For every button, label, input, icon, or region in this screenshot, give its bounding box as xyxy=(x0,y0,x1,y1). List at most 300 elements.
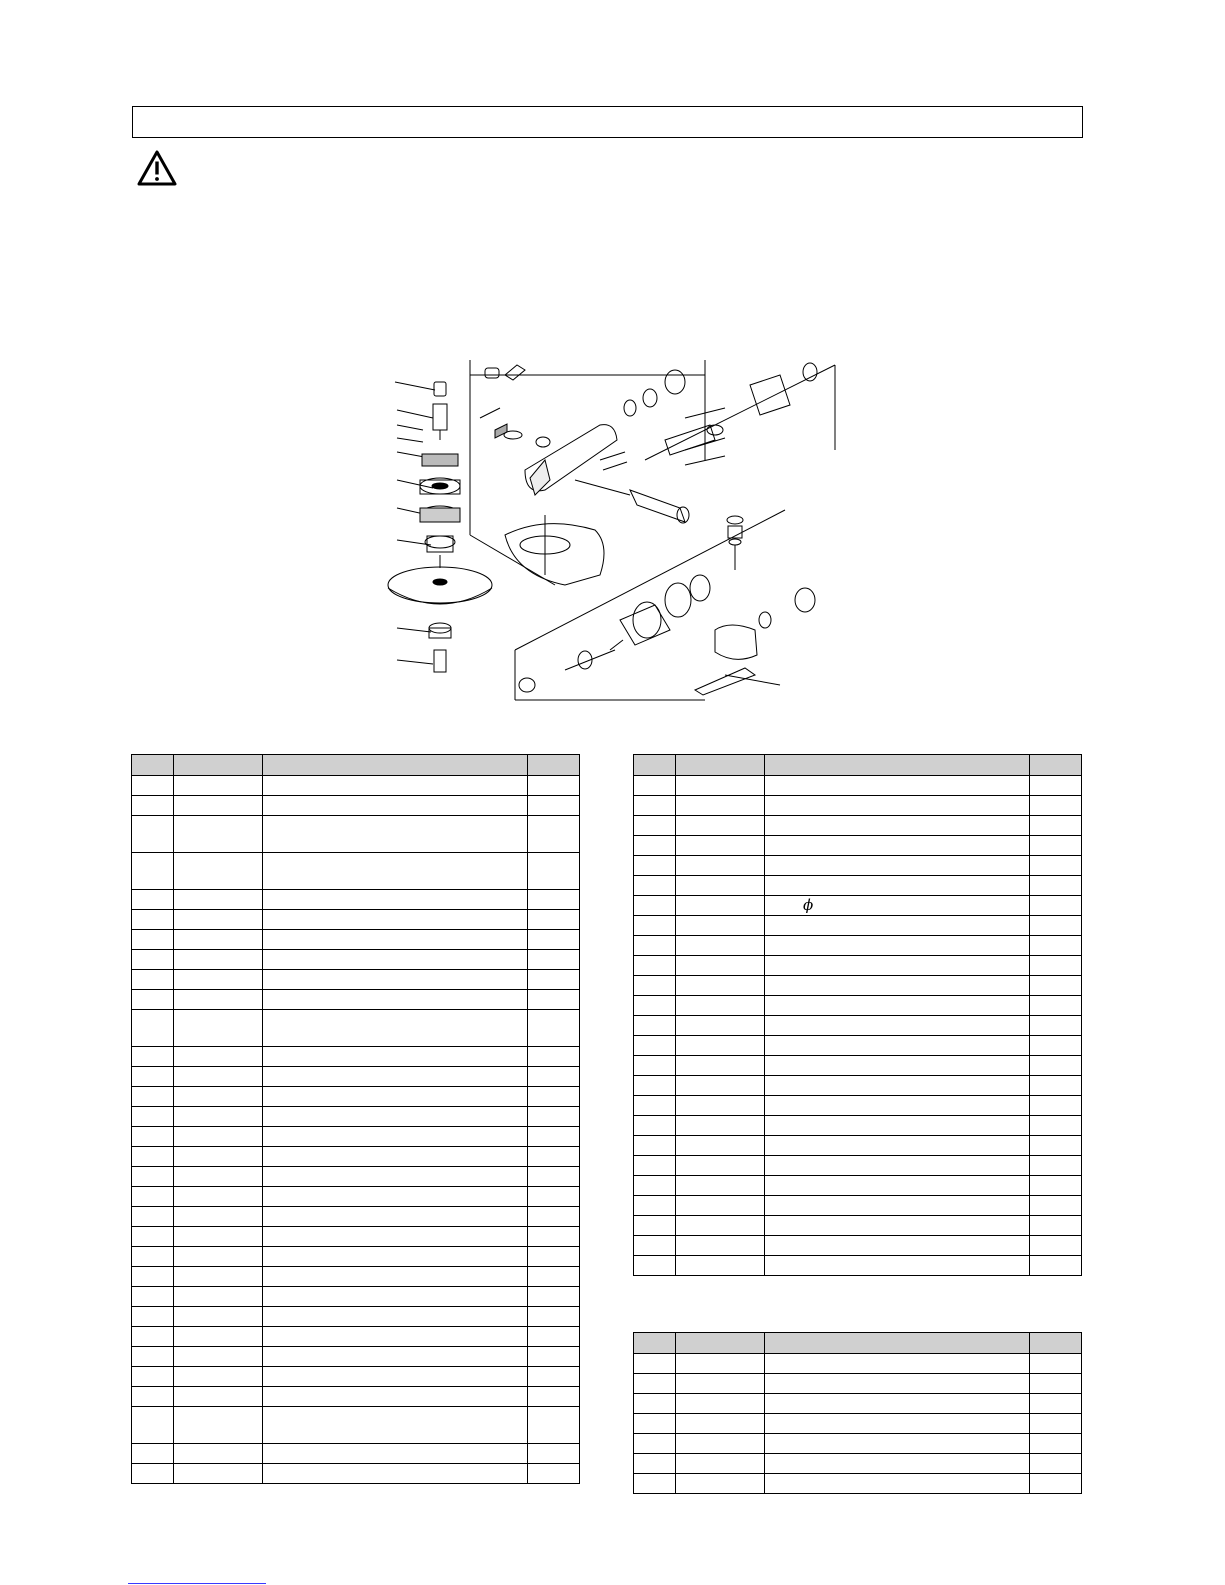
table-row xyxy=(132,1147,580,1167)
table-cell xyxy=(528,1367,580,1387)
table-cell xyxy=(174,1287,263,1307)
table-row xyxy=(132,776,580,796)
table-cell xyxy=(263,1187,528,1207)
table-row xyxy=(634,1016,1082,1036)
table-cell xyxy=(528,990,580,1010)
table-cell xyxy=(676,1016,765,1036)
table-cell xyxy=(528,1464,580,1484)
table-cell xyxy=(263,853,528,890)
table-row xyxy=(132,1167,580,1187)
table-cell xyxy=(676,836,765,856)
table-cell xyxy=(765,776,1030,796)
table-cell xyxy=(174,1187,263,1207)
table-cell xyxy=(132,1407,174,1444)
header-cell xyxy=(676,755,765,776)
table-cell xyxy=(263,1387,528,1407)
table-cell xyxy=(263,990,528,1010)
table-row xyxy=(634,1236,1082,1256)
table-cell xyxy=(528,1347,580,1367)
table-cell xyxy=(263,1444,528,1464)
table-cell xyxy=(1030,996,1082,1016)
table-cell xyxy=(634,1236,676,1256)
table-cell xyxy=(634,1454,676,1474)
table-cell xyxy=(263,930,528,950)
table-cell xyxy=(1030,876,1082,896)
table-cell xyxy=(132,890,174,910)
table-cell xyxy=(765,936,1030,956)
header-cell xyxy=(765,755,1030,776)
table-row xyxy=(634,1374,1082,1394)
table-cell xyxy=(1030,1156,1082,1176)
table-cell xyxy=(1030,1414,1082,1434)
table-cell xyxy=(765,1394,1030,1414)
table-cell xyxy=(174,1207,263,1227)
table-cell xyxy=(676,1176,765,1196)
table-cell xyxy=(132,1047,174,1067)
table-cell xyxy=(263,1367,528,1387)
table-cell xyxy=(676,1454,765,1474)
table-cell xyxy=(174,1147,263,1167)
table-row xyxy=(132,1047,580,1067)
table-row xyxy=(634,936,1082,956)
table-row xyxy=(132,1347,580,1367)
table-cell xyxy=(1030,1056,1082,1076)
table-cell xyxy=(528,853,580,890)
table-cell xyxy=(528,796,580,816)
table-cell xyxy=(174,1247,263,1267)
table-cell xyxy=(528,1267,580,1287)
table-cell xyxy=(1030,896,1082,916)
table-cell xyxy=(765,1454,1030,1474)
table-cell xyxy=(634,956,676,976)
table-cell xyxy=(634,1076,676,1096)
table-cell xyxy=(528,910,580,930)
table-row xyxy=(634,1056,1082,1076)
table-cell xyxy=(634,1036,676,1056)
table-cell xyxy=(263,1267,528,1287)
table-cell xyxy=(676,1136,765,1156)
table-cell xyxy=(765,1196,1030,1216)
table-row xyxy=(132,1087,580,1107)
table-cell xyxy=(132,1107,174,1127)
table-cell xyxy=(765,1216,1030,1236)
table-cell xyxy=(765,1096,1030,1116)
table-cell xyxy=(634,1354,676,1374)
table-cell xyxy=(1030,1374,1082,1394)
table-cell xyxy=(765,1036,1030,1056)
table-cell xyxy=(132,776,174,796)
table-cell xyxy=(528,1087,580,1107)
table-cell xyxy=(263,1227,528,1247)
table-cell xyxy=(174,1347,263,1367)
table-cell xyxy=(1030,1216,1082,1236)
table-row xyxy=(634,976,1082,996)
table-cell xyxy=(765,856,1030,876)
table-cell xyxy=(528,950,580,970)
table-cell xyxy=(1030,1096,1082,1116)
table-cell xyxy=(263,970,528,990)
table-row xyxy=(634,1196,1082,1216)
table-cell xyxy=(174,1010,263,1047)
throttle-valve xyxy=(695,516,815,695)
table-row xyxy=(634,1176,1082,1196)
table-cell xyxy=(132,970,174,990)
table-cell xyxy=(174,776,263,796)
side-handle xyxy=(575,480,689,523)
table-cell xyxy=(263,910,528,930)
table-cell xyxy=(765,916,1030,936)
warning-triangle-icon xyxy=(136,149,178,187)
table-cell xyxy=(132,1444,174,1464)
table-cell xyxy=(132,1127,174,1147)
table-cell xyxy=(634,996,676,1016)
table-cell xyxy=(528,1287,580,1307)
table-cell xyxy=(634,1414,676,1434)
table-cell xyxy=(1030,816,1082,836)
header-cell xyxy=(1030,755,1082,776)
table-cell xyxy=(528,930,580,950)
table-cell xyxy=(676,1036,765,1056)
table-cell xyxy=(528,816,580,853)
table-row xyxy=(634,1414,1082,1434)
table-cell xyxy=(676,1474,765,1494)
table-cell xyxy=(765,836,1030,856)
table-cell xyxy=(263,1147,528,1167)
table-cell xyxy=(1030,1236,1082,1256)
table-cell xyxy=(174,930,263,950)
table-row xyxy=(132,930,580,950)
table-cell xyxy=(765,1414,1030,1434)
table-row xyxy=(132,1067,580,1087)
table-cell xyxy=(174,1107,263,1127)
table-cell xyxy=(765,1354,1030,1374)
table-row xyxy=(634,916,1082,936)
table-cell xyxy=(634,856,676,876)
table-cell xyxy=(676,996,765,1016)
table-cell xyxy=(676,1096,765,1116)
table-cell xyxy=(263,1087,528,1107)
table-row xyxy=(132,990,580,1010)
table-row xyxy=(634,1096,1082,1116)
table-cell xyxy=(634,796,676,816)
table-cell xyxy=(263,1047,528,1067)
table-row xyxy=(132,1107,580,1127)
table-cell xyxy=(1030,956,1082,976)
table-cell xyxy=(765,1434,1030,1454)
table-cell xyxy=(765,1076,1030,1096)
table-cell xyxy=(528,1247,580,1267)
table-cell xyxy=(528,1387,580,1407)
table-row xyxy=(132,853,580,890)
table-cell xyxy=(132,990,174,1010)
table-row xyxy=(132,1464,580,1484)
table-cell xyxy=(634,1116,676,1136)
table-row xyxy=(634,1036,1082,1056)
table-cell xyxy=(132,1087,174,1107)
table-cell xyxy=(676,916,765,936)
parts-table-left xyxy=(131,754,580,1484)
table-row xyxy=(132,890,580,910)
table-cell xyxy=(132,930,174,950)
table-cell xyxy=(132,1307,174,1327)
table-cell xyxy=(528,1207,580,1227)
table-row xyxy=(132,1327,580,1347)
table-cell xyxy=(1030,1176,1082,1196)
table-row xyxy=(132,1247,580,1267)
table-cell xyxy=(132,1387,174,1407)
table-cell xyxy=(263,1167,528,1187)
table-cell xyxy=(634,916,676,936)
table-cell xyxy=(528,970,580,990)
footer-link-underline xyxy=(128,1583,266,1584)
table-cell xyxy=(174,1367,263,1387)
table-cell xyxy=(1030,936,1082,956)
table-cell xyxy=(528,890,580,910)
table-cell xyxy=(174,816,263,853)
table-cell xyxy=(174,1227,263,1247)
table-cell xyxy=(676,1076,765,1096)
table-cell xyxy=(132,1267,174,1287)
table-cell xyxy=(765,896,1030,916)
table-cell xyxy=(174,970,263,990)
table-cell xyxy=(634,876,676,896)
table-cell xyxy=(1030,836,1082,856)
table-cell xyxy=(132,1367,174,1387)
table-cell xyxy=(676,1374,765,1394)
table-cell xyxy=(528,1327,580,1347)
table-cell xyxy=(1030,1036,1082,1056)
page-title-box xyxy=(132,106,1083,138)
table-cell xyxy=(634,1434,676,1454)
table-cell xyxy=(1030,856,1082,876)
table-cell xyxy=(174,950,263,970)
table-row xyxy=(634,1136,1082,1156)
table-cell xyxy=(528,1067,580,1087)
table-cell xyxy=(174,1464,263,1484)
table-cell xyxy=(676,876,765,896)
table-cell xyxy=(263,1107,528,1127)
table-cell xyxy=(263,1067,528,1087)
table-cell xyxy=(263,950,528,970)
table-cell xyxy=(634,1176,676,1196)
table-cell xyxy=(1030,916,1082,936)
table-cell xyxy=(174,890,263,910)
table-cell xyxy=(765,1374,1030,1394)
table-cell xyxy=(263,1247,528,1267)
table-cell xyxy=(765,876,1030,896)
table-cell xyxy=(174,1047,263,1067)
table-cell xyxy=(634,1016,676,1036)
table-cell xyxy=(174,1067,263,1087)
table-cell xyxy=(676,1236,765,1256)
parts-table-right xyxy=(633,754,1082,1276)
table-row xyxy=(634,1156,1082,1176)
exploded-parts-diagram xyxy=(385,330,845,715)
table-row xyxy=(132,1287,580,1307)
header-cell xyxy=(528,755,580,776)
table-cell xyxy=(1030,1454,1082,1474)
table-cell xyxy=(765,1474,1030,1494)
table-cell xyxy=(676,776,765,796)
table-cell xyxy=(676,1434,765,1454)
table-cell xyxy=(132,1067,174,1087)
table-row xyxy=(132,1387,580,1407)
table-cell xyxy=(132,1247,174,1267)
table-cell xyxy=(263,1307,528,1327)
table-row xyxy=(634,796,1082,816)
header-cell xyxy=(132,755,174,776)
table-cell xyxy=(676,796,765,816)
table-row xyxy=(132,816,580,853)
table-cell xyxy=(528,1127,580,1147)
table-cell xyxy=(528,1227,580,1247)
header-cell xyxy=(634,1333,676,1354)
table-cell xyxy=(263,1347,528,1367)
table-cell xyxy=(765,1116,1030,1136)
table-cell xyxy=(174,1407,263,1444)
table-row xyxy=(634,1256,1082,1276)
table-cell xyxy=(765,1016,1030,1036)
table-cell xyxy=(132,910,174,930)
table-cell xyxy=(634,1256,676,1276)
table-cell xyxy=(263,1010,528,1047)
table-cell xyxy=(676,1394,765,1414)
header-cell xyxy=(634,755,676,776)
table-cell xyxy=(1030,1256,1082,1276)
table-cell xyxy=(765,996,1030,1016)
table-cell xyxy=(765,1256,1030,1276)
table-header xyxy=(132,755,580,776)
table-cell xyxy=(174,1307,263,1327)
table-cell xyxy=(132,1347,174,1367)
table-cell xyxy=(634,836,676,856)
table-cell xyxy=(528,1107,580,1127)
table-cell xyxy=(634,1394,676,1414)
table-cell xyxy=(676,1414,765,1434)
table-cell xyxy=(676,1156,765,1176)
table-cell xyxy=(132,1327,174,1347)
table-row xyxy=(634,1116,1082,1136)
table-cell xyxy=(132,1464,174,1484)
table-cell xyxy=(132,853,174,890)
table-cell xyxy=(634,1056,676,1076)
table-row xyxy=(634,1354,1082,1374)
table-cell xyxy=(263,796,528,816)
table-cell xyxy=(765,816,1030,836)
table-cell xyxy=(765,1136,1030,1156)
table-row xyxy=(634,996,1082,1016)
table-cell xyxy=(132,1187,174,1207)
table-cell xyxy=(174,1327,263,1347)
table-cell xyxy=(1030,1196,1082,1216)
table-cell xyxy=(132,1010,174,1047)
table-cell xyxy=(263,1287,528,1307)
table-cell xyxy=(132,1287,174,1307)
diameter-symbol: ϕ xyxy=(803,896,814,914)
table-cell xyxy=(174,1387,263,1407)
table-row xyxy=(132,970,580,990)
table-cell xyxy=(132,1167,174,1187)
table-cell xyxy=(174,910,263,930)
assembly-frame-lines xyxy=(470,360,835,700)
table-cell xyxy=(528,1047,580,1067)
table-cell xyxy=(676,936,765,956)
table-cell xyxy=(1030,1016,1082,1036)
table-cell xyxy=(676,956,765,976)
table-cell xyxy=(132,816,174,853)
table-cell xyxy=(174,1087,263,1107)
table-cell xyxy=(676,1196,765,1216)
table-cell xyxy=(132,1147,174,1167)
table-row xyxy=(132,950,580,970)
table-row xyxy=(132,910,580,930)
table-row xyxy=(634,1434,1082,1454)
table-cell xyxy=(174,1444,263,1464)
table-row xyxy=(132,1187,580,1207)
table-cell xyxy=(676,1354,765,1374)
table-cell xyxy=(676,856,765,876)
table-cell xyxy=(263,816,528,853)
table-cell xyxy=(1030,796,1082,816)
header-cell xyxy=(174,755,263,776)
table-cell xyxy=(1030,1076,1082,1096)
table-cell xyxy=(1030,1354,1082,1374)
table-cell xyxy=(263,1464,528,1484)
header-cell xyxy=(263,755,528,776)
angle-head-housing xyxy=(480,365,617,495)
table-cell xyxy=(634,976,676,996)
table-row xyxy=(132,1207,580,1227)
table-row xyxy=(132,1127,580,1147)
table-row xyxy=(634,896,1082,916)
table-cell xyxy=(634,896,676,916)
table-cell xyxy=(634,1156,676,1176)
table-cell xyxy=(676,1116,765,1136)
table-cell xyxy=(1030,1434,1082,1454)
table-cell xyxy=(1030,1474,1082,1494)
table-cell xyxy=(263,890,528,910)
table-row xyxy=(634,1394,1082,1414)
table-row xyxy=(634,856,1082,876)
table-cell xyxy=(1030,1394,1082,1414)
table-cell xyxy=(174,1127,263,1147)
table-cell xyxy=(528,776,580,796)
table-cell xyxy=(174,796,263,816)
table-cell xyxy=(263,1127,528,1147)
table-row xyxy=(634,836,1082,856)
table-cell xyxy=(765,1156,1030,1176)
table-cell xyxy=(174,990,263,1010)
table-row xyxy=(634,1076,1082,1096)
table-cell xyxy=(1030,976,1082,996)
table-cell xyxy=(528,1187,580,1207)
table-cell xyxy=(1030,1116,1082,1136)
table-cell xyxy=(676,976,765,996)
table-cell xyxy=(174,853,263,890)
parts-table-bottom xyxy=(633,1332,1082,1494)
table-cell xyxy=(676,1056,765,1076)
table-row xyxy=(132,1407,580,1444)
table-row xyxy=(132,796,580,816)
table-cell xyxy=(634,1374,676,1394)
header-cell xyxy=(1030,1333,1082,1354)
table-cell xyxy=(634,1096,676,1116)
motor-parts xyxy=(600,363,817,470)
table-cell xyxy=(634,1216,676,1236)
spindle-stack xyxy=(388,382,492,672)
table-cell xyxy=(634,816,676,836)
header-cell xyxy=(765,1333,1030,1354)
